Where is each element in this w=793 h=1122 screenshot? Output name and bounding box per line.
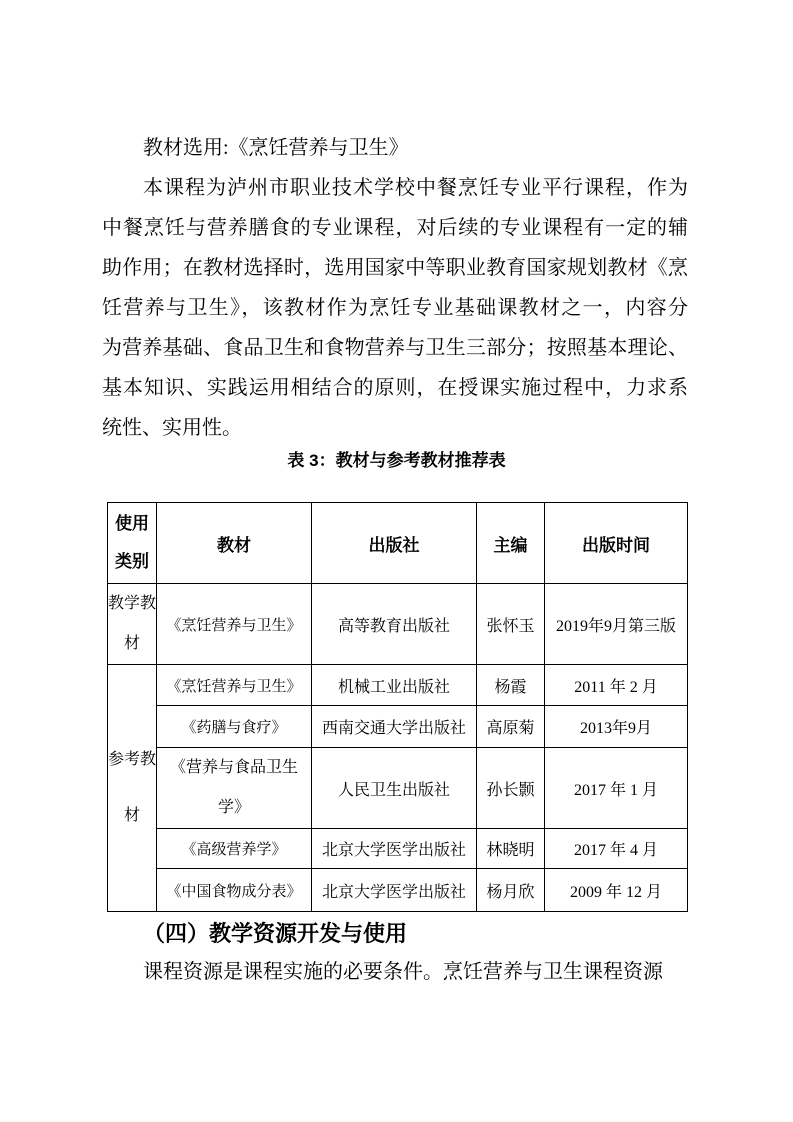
paragraph-line-5: 为营养基础、食品卫生和食物营养与卫生三部分；按照基本理论、: [102, 337, 688, 359]
paragraph-line-2: 中餐烹饪与营养膳食的专业课程，对后续的专业课程有一定的辅: [102, 217, 688, 239]
section-heading: （四）教学资源开发与使用: [143, 921, 408, 946]
date-cell: 2019年9月第三版: [545, 584, 688, 665]
header-cell-usage-category: 使用类别: [108, 503, 157, 584]
paragraph-line-6: 基本知识、实践运用相结合的原则，在授课实施过程中，力求系: [102, 377, 688, 399]
table-caption: 表 3：教材与参考教材推荐表: [287, 451, 506, 470]
editor-cell: 林晓明: [477, 829, 545, 869]
header-cell-publisher: 出版社: [312, 503, 477, 584]
publisher-cell: 西南交通大学出版社: [312, 706, 477, 748]
date-cell: 2013年9月: [545, 706, 688, 748]
intro-line: 教材选用:《烹饪营养与卫生》: [143, 137, 409, 159]
table-row: [108, 748, 688, 829]
category-cell-teaching: 教学教材: [108, 584, 157, 665]
date-cell: 2017 年 4 月: [545, 829, 688, 869]
book-title-cell: 《营养与食品卫生学》: [157, 748, 312, 829]
table-header-row: [108, 503, 688, 584]
textbook-recommendation-table: [107, 502, 688, 912]
editor-cell: 高原菊: [477, 706, 545, 748]
date-cell: 2017 年 1 月: [545, 748, 688, 829]
closing-line: 课程资源是课程实施的必要条件。烹饪营养与卫生课程资源: [143, 961, 663, 983]
table-row: [108, 665, 688, 706]
publisher-cell: 北京大学医学出版社: [312, 829, 477, 869]
publisher-cell: 北京大学医学出版社: [312, 869, 477, 912]
category-cell-reference: 参考教材: [108, 665, 157, 912]
book-title-cell: 《高级营养学》: [157, 829, 312, 869]
editor-cell: 张怀玉: [477, 584, 545, 665]
table-row: [108, 869, 688, 912]
book-title-cell: 《烹饪营养与卫生》: [157, 584, 312, 665]
book-title-cell: 《烹饪营养与卫生》: [157, 665, 312, 706]
header-cell-publish-date: 出版时间: [545, 503, 688, 584]
editor-cell: 杨霞: [477, 665, 545, 706]
course-description-paragraph: [102, 168, 688, 448]
book-title-cell: 《药膳与食疗》: [157, 706, 312, 748]
publisher-cell: 机械工业出版社: [312, 665, 477, 706]
table-row: [108, 706, 688, 748]
table-row: [108, 584, 688, 665]
book-title-cell: 《中国食物成分表》: [157, 869, 312, 912]
date-cell: 2011 年 2 月: [545, 665, 688, 706]
header-cell-editor: 主编: [477, 503, 545, 584]
publisher-cell: 高等教育出版社: [312, 584, 477, 665]
paragraph-line-4: 饪营养与卫生》，该教材作为烹饪专业基础课教材之一，内容分: [102, 297, 688, 319]
header-cell-textbook: 教材: [157, 503, 312, 584]
paragraph-line-7: 统性、实用性。: [102, 417, 242, 439]
paragraph-line-3: 助作用；在教材选择时，选用国家中等职业教育国家规划教材《烹: [102, 257, 688, 279]
table-row: [108, 829, 688, 869]
publisher-cell: 人民卫生出版社: [312, 748, 477, 829]
editor-cell: 杨月欣: [477, 869, 545, 912]
editor-cell: 孙长颢: [477, 748, 545, 829]
date-cell: 2009 年 12 月: [545, 869, 688, 912]
paragraph-line-1: 本课程为泸州市职业技术学校中餐烹饪专业平行课程，作为: [143, 177, 688, 199]
